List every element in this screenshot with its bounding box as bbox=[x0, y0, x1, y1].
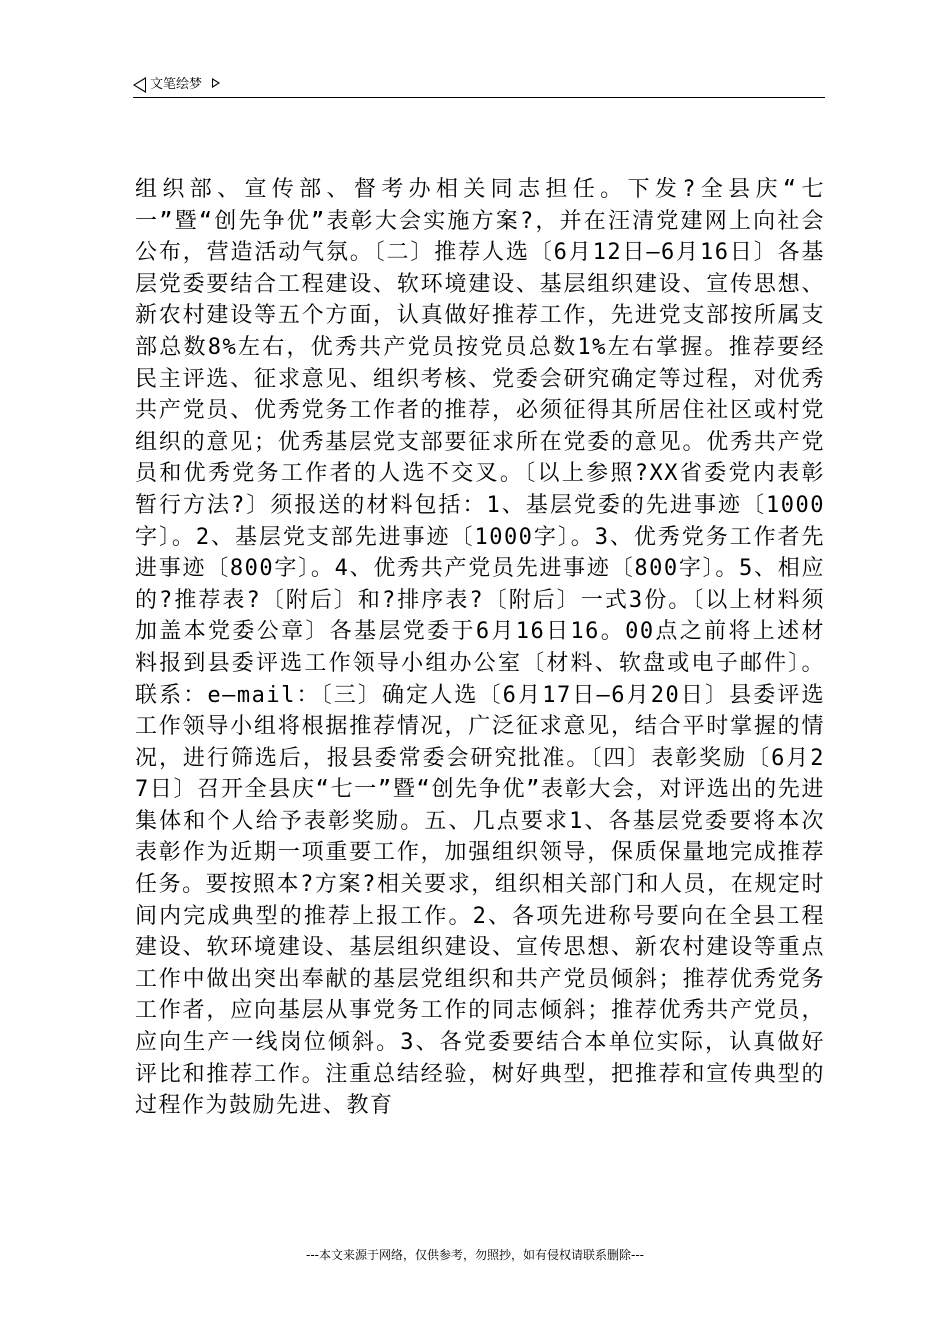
footer-notice: ---本文来源于网络，仅供参考，勿照抄，如有侵权请联系删除--- bbox=[306, 1248, 644, 1262]
header-brand bbox=[133, 76, 220, 94]
triangle-right-icon bbox=[212, 78, 220, 88]
header-divider bbox=[133, 97, 825, 98]
brand-label: 文笔绘梦 bbox=[150, 77, 203, 92]
triangle-left-icon bbox=[133, 77, 146, 93]
document-body-text: 组织部、宣传部、督考办相关同志担任。下发?全县庆“七一”暨“创先争优”表彰大会实施方案?，并在汪清党建网上向社会公布，营造活动气氛。〔二〕推荐人选〔6月12日—6月16日〕各基层党委要结合工程建设、软环境建设、基层组织建设、宣传思想、新农村建设等五个方面，认真做好推荐工作，先进党支部按所属支部总数8%左右，优秀共产党员按党员总数1%左右掌握。推荐要经民主评选、征求意见、组织考核、党委会研究确定等过程，对优秀共产党员、优秀党务工作者的推荐，必须征得其所居住社区或村党组织的意见；优秀基层党支部要征求所在党委的意见。优秀共产党员和优秀党务工作者的人选不交叉。〔以上参照?XX省委党内表彰暂行方法?〕须报送的材料包括：1、基层党委的先进事迹〔1000字〕。2、基层党支部先进事迹〔1000字〕。3、优秀党务工作者先进事迹〔800字〕。4、优秀共产党员先进事迹〔800字〕。5、相应的?推荐表?〔附后〕和?排序表?〔附后〕一式3份。〔以上材料须加盖本党委公章〕各基层党委于6月16日16。00点之前将上述材料报到县委评选工作领导小组办公室〔材料、软盘或电子邮件〕。联系：e—mail：〔三〕确定人选〔6月17日—6月20日〕县委评选工作领导小组将根据推荐情况，广泛征求意见，结合平时掌握的情况，进行筛选后，报县委常委会研究批准。〔四〕表彰奖励〔6月27日〕召开全县庆“七一”暨“创先争优”表彰大会，对评选出的先进集体和个人给予表彰奖励。五、几点要求1、各基层党委要将本次表彰作为近期一项重要工作，加强组织领导，保质保量地完成推荐任务。要按照本?方案?相关要求，组织相关部门和人员，在规定时间内完成典型的推荐上报工作。2、各项先进称号要向在全县工程建设、软环境建设、基层组织建设、宣传思想、新农村建设等重点工作中做出突出奉献的基层党组织和共产党员倾斜；推荐优秀党务工作者，应向基层从事党务工作的同志倾斜；推荐优秀共产党员，应向生产一线岗位倾斜。3、各党委要结合本单位实际，认真做好评比和推荐工作。注重总结经验，树好典型，把推荐和宣传典型的过程作为鼓励先进、教育 bbox=[135, 177, 825, 1119]
page-header bbox=[133, 76, 825, 98]
